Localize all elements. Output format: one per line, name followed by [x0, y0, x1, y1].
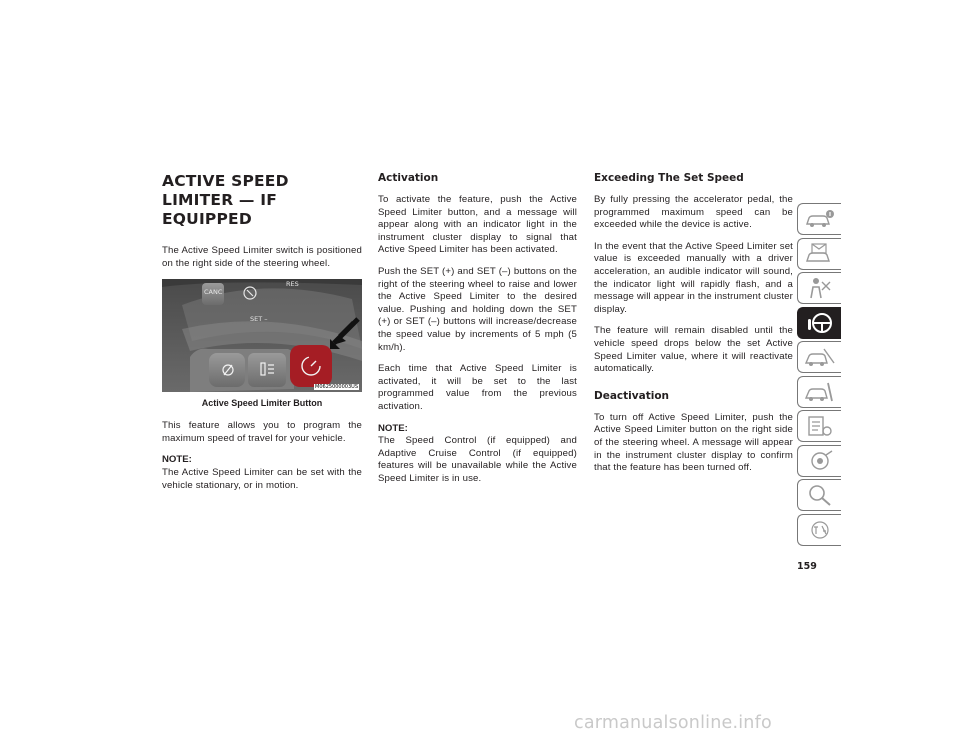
canc-label: CANC: [204, 288, 223, 297]
tab-service[interactable]: [797, 376, 841, 408]
note-label: NOTE:: [378, 422, 408, 434]
column-2: [378, 172, 577, 494]
car-service-icon: [804, 380, 836, 404]
tab-languages[interactable]: [797, 514, 841, 546]
exceeding-paragraph-3: The feature will remain disabled until the vehicle speed drops below the set Active Speed Limiter value, where it will reactivate automatically.: [594, 325, 793, 375]
note-text: The Active Speed Limiter can be set with the vehicle stationary, or in motion.: [162, 466, 362, 491]
tab-starting-operating[interactable]: [797, 307, 841, 339]
tab-index[interactable]: [797, 479, 841, 511]
figure-code: M0625000003US: [315, 384, 358, 391]
car-info-icon: [804, 207, 836, 231]
tab-car-mail[interactable]: [797, 238, 841, 270]
watermark: carmanualsonline.info: [574, 713, 772, 733]
activation-paragraph-1: To activate the feature, push the Active Speed Limiter button, and a message will appear along with an indicator light in the instrument cluster display to signal that Active Speed Limiter has been activated.: [378, 194, 577, 256]
tab-safety[interactable]: [797, 272, 841, 304]
activation-paragraph-2: Push the SET (+) and SET (–) buttons on the right of the steering wheel to raise and lower the Active Speed Limiter to the desired value. Pushing and holding down the SET (+) or SET (–) buttons will increase/decrease the speed value by increments of 5 mph (5 km/h).: [378, 265, 577, 353]
activation-heading: Activation: [378, 172, 439, 184]
steering-switch-illustration: [162, 279, 362, 392]
column-3: [594, 172, 793, 484]
tab-multimedia[interactable]: [797, 445, 841, 477]
car-crash-icon: [804, 345, 836, 369]
language-index-icon: [804, 518, 836, 542]
magnifier-icon: [804, 483, 836, 507]
note-text: The Speed Control (if equipped) and Adaptive Cruise Control (if equipped) features will be unavailable while the Active Speed Limiter is in use.: [378, 435, 577, 484]
steering-wheel-icon: [804, 311, 836, 335]
deactivation-heading: Deactivation: [594, 389, 670, 402]
tab-specifications[interactable]: [797, 410, 841, 442]
multimedia-icon: [804, 449, 836, 473]
intro-paragraph: The Active Speed Limiter switch is positioned on the right side of the steering wheel.: [162, 245, 362, 269]
set-label: SET –: [250, 315, 268, 324]
res-label: RES: [286, 280, 299, 289]
exceeding-heading: Exceeding The Set Speed: [594, 172, 744, 184]
exceeding-paragraph-2: In the event that the Active Speed Limiter set value is exceeded manually with a driver acceleration, an audible indicator will sound, the indicator light will rapidly flash, and a message will appear in the instrument cluster display.: [594, 240, 793, 315]
section-title: ACTIVE SPEED LIMITER — IF EQUIPPED: [162, 172, 289, 228]
body-paragraph: This feature allows you to program the maximum speed of travel for your vehicle.: [162, 420, 362, 444]
exceeding-paragraph-1: By fully pressing the accelerator pedal, the programmed maximum speed can be exceeded while the device is active.: [594, 194, 793, 231]
column-1: [162, 172, 362, 501]
figure-caption: Active Speed Limiter Button: [201, 398, 323, 409]
deactivation-paragraph: To turn off Active Speed Limiter, push the Active Speed Limiter button on the right side of the steering wheel. A message will appear in the instrument cluster display to confirm that the feature has been turned off.: [594, 411, 793, 474]
car-mail-icon: [804, 242, 836, 266]
steering-switch-figure: [162, 279, 362, 392]
maintenance-spec-icon: [804, 414, 836, 438]
page-number: 159: [797, 561, 817, 572]
tab-car-info[interactable]: [797, 203, 841, 235]
activation-paragraph-3: Each time that Active Speed Limiter is activated, it will be set to the last programmed value from the previous activation.: [378, 363, 577, 412]
tab-emergency[interactable]: [797, 341, 841, 373]
safety-person-icon: [804, 276, 836, 300]
note-label: NOTE:: [162, 454, 192, 466]
